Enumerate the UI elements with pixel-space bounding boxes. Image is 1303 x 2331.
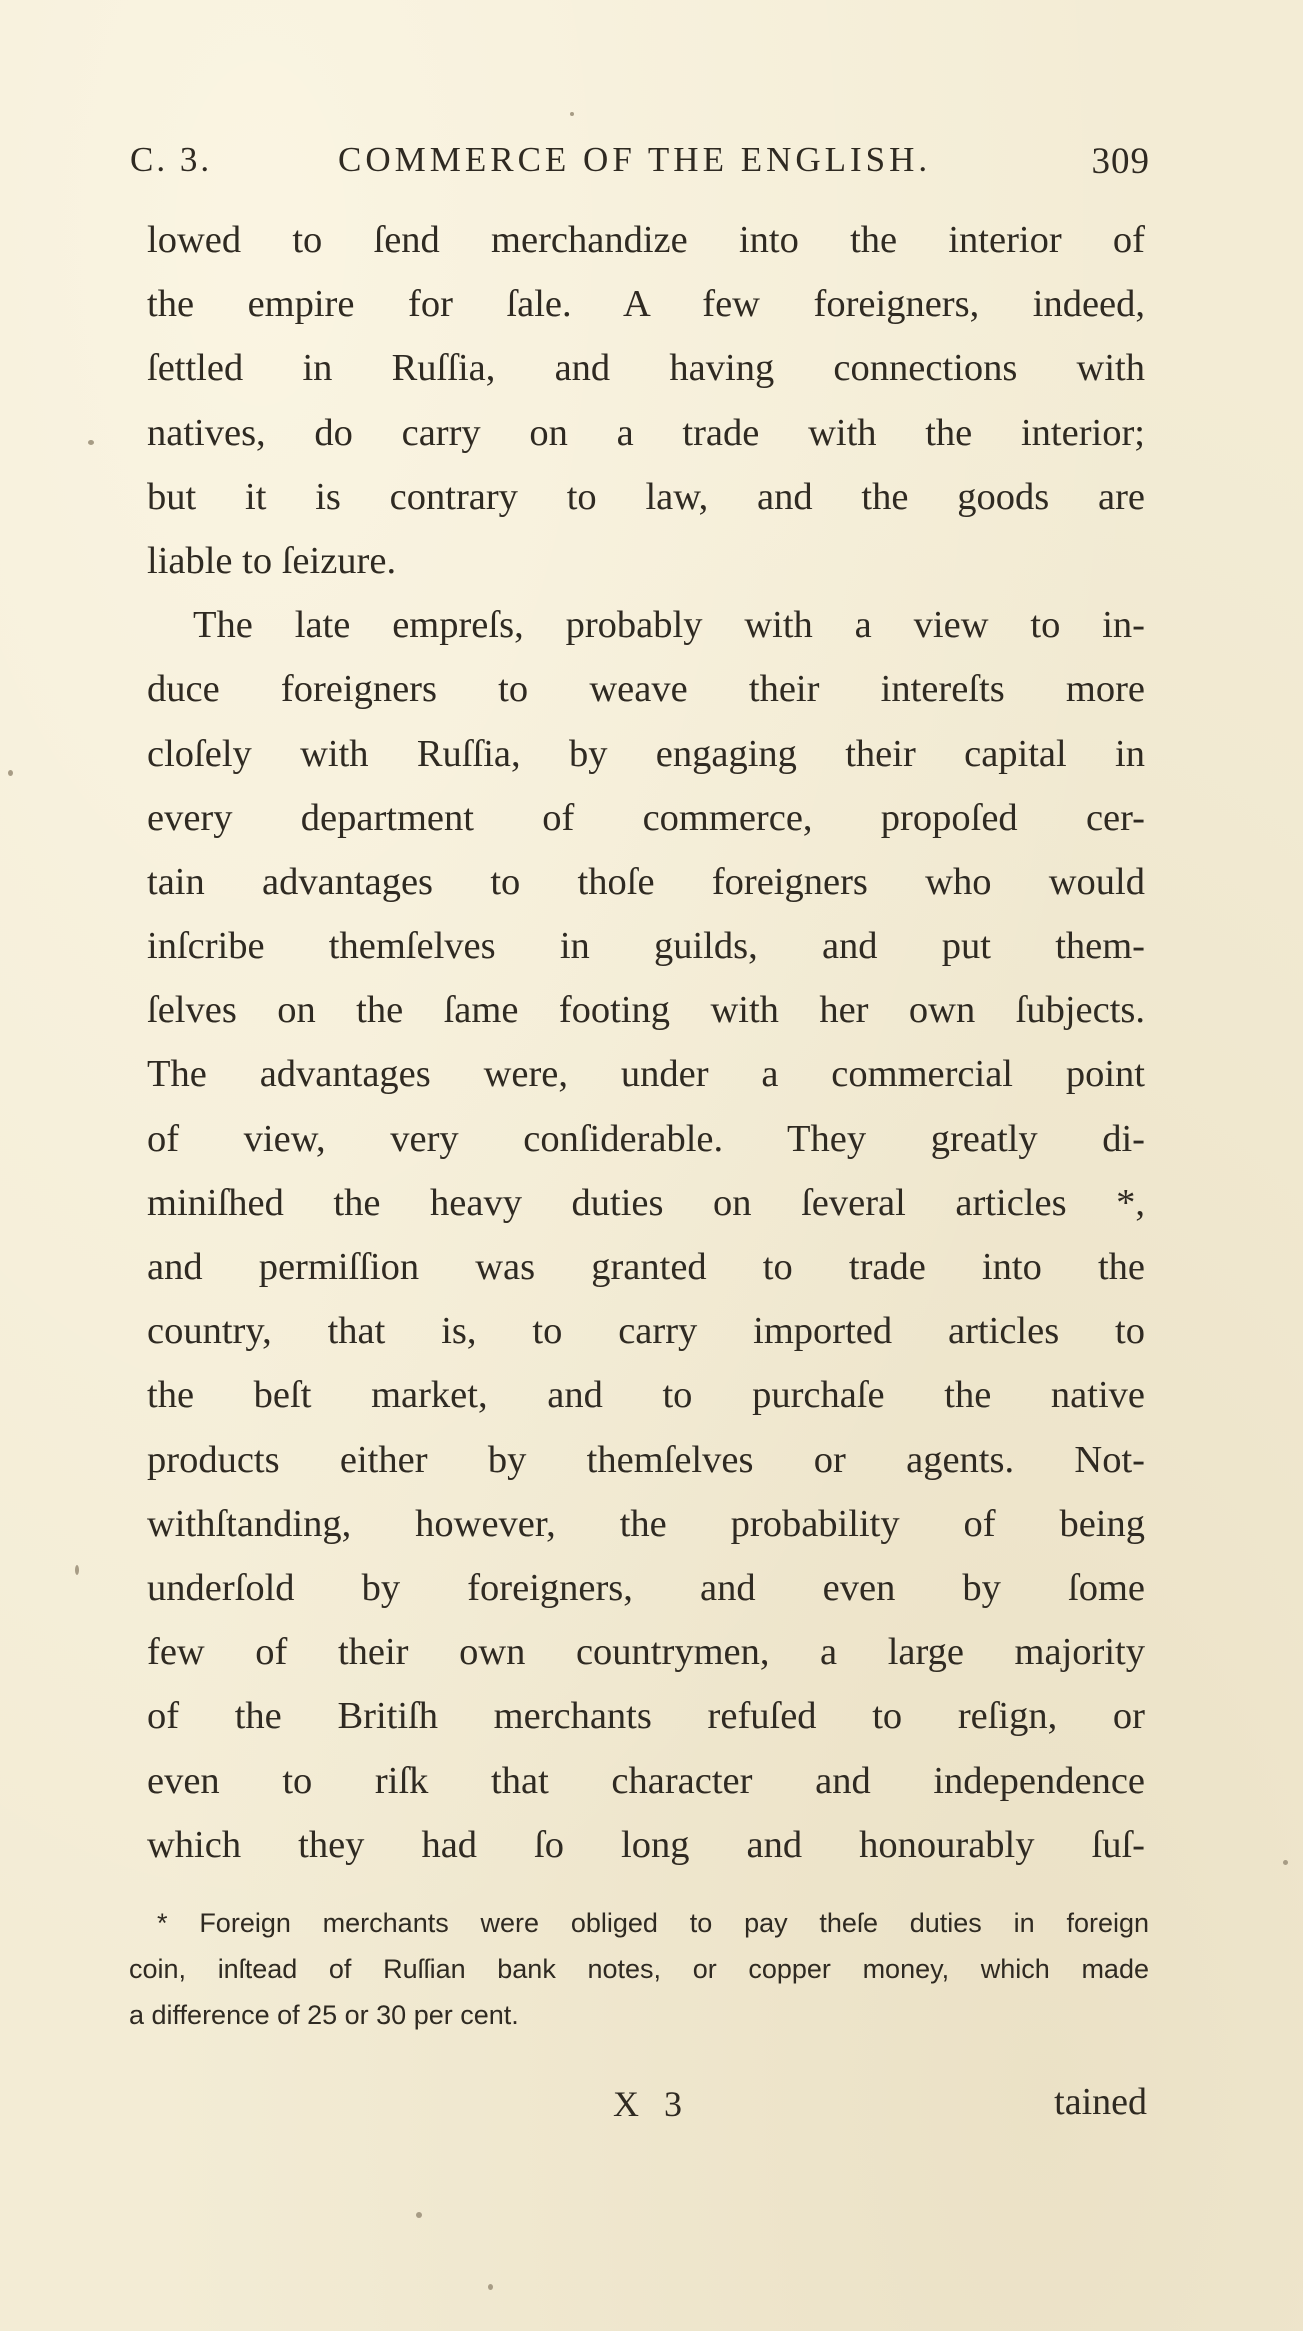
paper-speck [488, 2284, 493, 2290]
body-line: the beſt market, and to purchaſe the native [147, 1374, 1145, 1417]
body-line: every department of commerce, propoſed cer- [147, 796, 1145, 839]
paper-speck [570, 112, 574, 116]
body-line: underſold by foreigners, and even by ſome [147, 1566, 1145, 1609]
body-line: ſettled in Ruſſia, and having connections with [147, 347, 1145, 390]
footnote-line: * Foreign merchants were obliged to pay theſe duties in foreign [157, 1908, 1149, 1938]
catchword: tained [1054, 2081, 1147, 2123]
body-line: The late empreſs, probably with a view to in- [193, 604, 1145, 647]
paper-speck [416, 2212, 422, 2218]
footnote [129, 1900, 1149, 2038]
body-text [147, 208, 1145, 1877]
body-line: but it is contrary to law, and the goods are [147, 475, 1145, 518]
body-line: liable to ſeizure. [147, 539, 397, 582]
body-line: which they had ſo long and honourably ſuſ- [147, 1823, 1145, 1866]
body-line: the empire for ſale. A few foreigners, indeed, [147, 283, 1145, 326]
body-line: lowed to ſend merchandize into the interior of [147, 219, 1145, 261]
signature-mark: X 3 [613, 2084, 690, 2124]
body-line: miniſhed the heavy duties on ſeveral articles *, [147, 1181, 1145, 1224]
body-line: of the Britiſh merchants refuſed to reſign, or [147, 1695, 1145, 1738]
body-line: natives, do carry on a trade with the interior; [147, 411, 1145, 454]
paper-speck [8, 770, 13, 776]
body-line: ſelves on the ſame footing with her own ſubjects. [147, 989, 1145, 1032]
footnote-line: a difference of 25 or 30 per cent. [129, 2000, 519, 2030]
body-line: country, that is, to carry imported articles to [147, 1310, 1145, 1353]
body-line: of view, very conſiderable. They greatly di- [147, 1117, 1145, 1160]
running-title: COMMERCE OF THE ENGLISH. [338, 140, 932, 179]
body-line: withſtanding, however, the probability of being [147, 1502, 1145, 1545]
body-line: duce foreigners to weave their intereſts more [147, 668, 1145, 711]
body-line: products either by themſelves or agents. Not- [147, 1438, 1145, 1481]
body-line: cloſely with Ruſſia, by engaging their capital in [147, 732, 1145, 775]
footnote-line: coin, inſtead of Ruſſian bank notes, or copper money, which made [129, 1954, 1149, 1984]
body-line: inſcribe themſelves in guilds, and put them- [147, 925, 1145, 968]
body-line: few of their own countrymen, a large majority [147, 1631, 1145, 1674]
paper-speck [75, 1565, 79, 1575]
running-head [130, 140, 1150, 190]
page-number: 309 [1091, 141, 1150, 182]
body-line: and permiſſion was granted to trade into the [147, 1246, 1145, 1288]
body-line: even to riſk that character and independence [147, 1759, 1145, 1802]
paper-speck [88, 440, 94, 445]
paper-speck [1283, 1860, 1288, 1865]
chapter-label: C. 3. [130, 140, 213, 179]
body-line: The advantages were, under a commercial point [147, 1053, 1145, 1096]
body-line: tain advantages to thoſe foreigners who would [147, 860, 1145, 903]
